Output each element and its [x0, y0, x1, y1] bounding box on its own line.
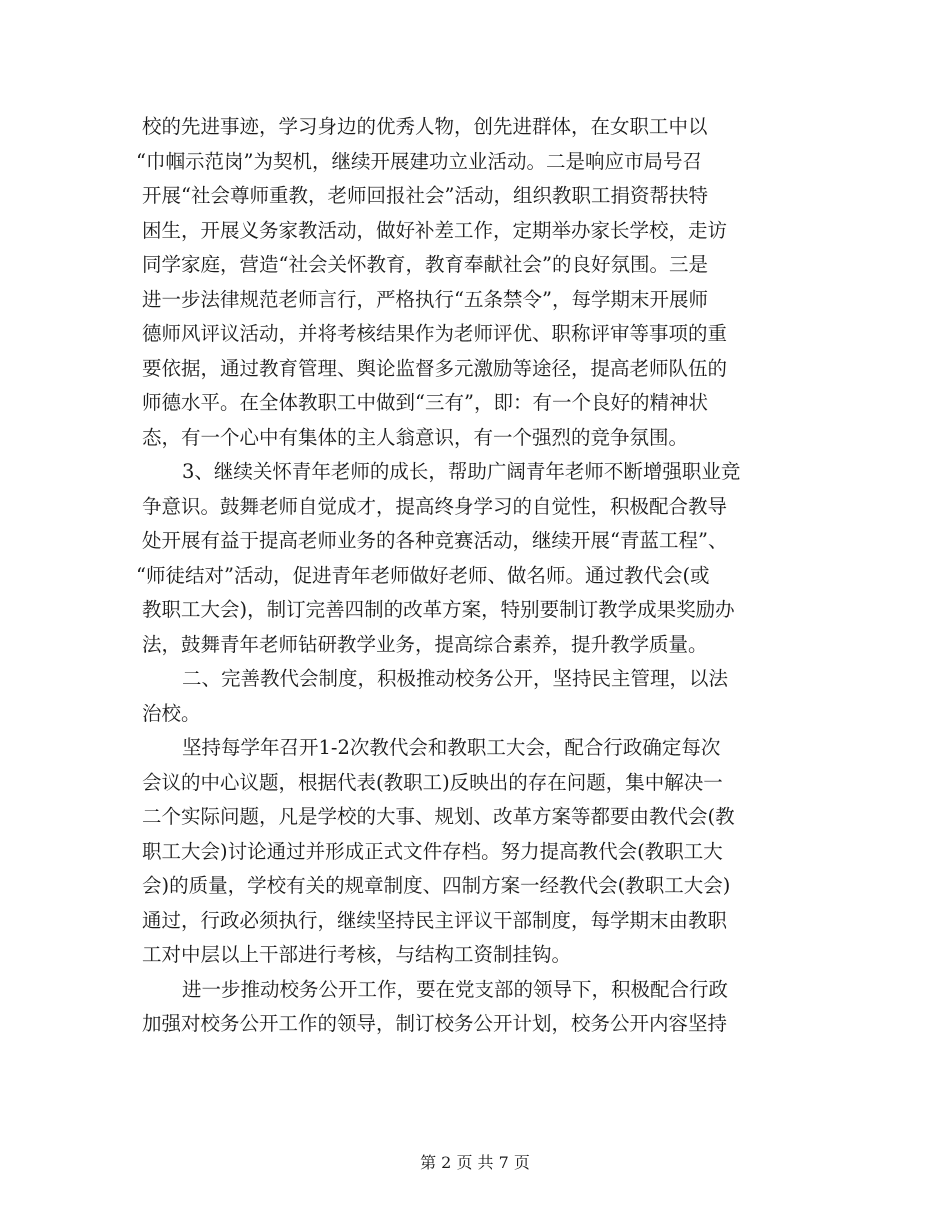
text-line: 师德水平。在全体教职工中做到“三有”，即：有一个良好的精神状 [142, 391, 708, 414]
paragraph-start-line: 坚持每学年召开1-2次教代会和教职工大会，配合行政确定每次 [182, 736, 721, 759]
text-line: 二个实际问题，凡是学校的大事、规划、改革方案等都要由教代会(教 [142, 805, 735, 828]
paragraph-start-line: 进一步推动校务公开工作，要在党支部的领导下，积极配合行政 [182, 977, 729, 1001]
text-line: 进一步法律规范老师言行，严格执行“五条禁令”，每学期末开展师 [142, 287, 708, 311]
text-line: 职工大会)讨论通过并形成正式文件存档。努力提高教代会(教职工大 [142, 839, 723, 863]
text-line: 工对中层以上干部进行考核，与结构工资制挂钩。 [142, 943, 572, 966]
text-line: 要依据，通过教育管理、舆论监督多元激励等途径，提高老师队伍的 [142, 356, 728, 380]
text-line: 争意识。鼓舞老师自觉成才，提高终身学习的自觉性，积极配合教导 [142, 494, 728, 518]
text-line: 德师风评议活动，并将考核结果作为老师评优、职称评审等事项的重 [142, 322, 728, 345]
text-line: 会)的质量，学校有关的规章制度、四制方案一经教代会(教职工大会) [142, 874, 731, 897]
text-line: 校的先进事迹，学习身边的优秀人物，创先进群体，在女职工中以 [142, 115, 708, 138]
page-number-footer: 第 2 页 共 7 页 [420, 1153, 530, 1172]
text-line: “师徒结对”活动，促进青年老师做好老师、做名师。通过教代会(或 [136, 563, 710, 587]
text-line: 教职工大会)，制订完善四制的改革方案，特别要制订教学成果奖励办 [142, 598, 735, 621]
section-heading-line: 治校。 [142, 701, 201, 725]
text-line: 会议的中心议题，根据代表(教职工)反映出的存在问题，集中解决一 [142, 770, 723, 794]
text-line: 开展“社会尊师重教，老师回报社会”活动，组织教职工捐资帮扶特 [142, 184, 708, 207]
text-line: 同学家庭，营造“社会关怀教育，教育奉献社会”的良好氛围。三是 [142, 253, 708, 276]
text-line: 态，有一个心中有集体的主人翁意识，有一个强烈的竞争氛围。 [142, 425, 689, 449]
section-heading-line: 二、完善教代会制度，积极推动校务公开，坚持民主管理，以法 [182, 667, 729, 690]
text-line: “巾帼示范岗”为契机，继续开展建功立业活动。二是响应市局号召 [136, 149, 702, 173]
text-line: 处开展有益于提高老师业务的各种竞赛活动，继续开展“青蓝工程”、 [142, 529, 728, 552]
text-line: 困生，开展义务家教活动，做好补差工作，定期举办家长学校，走访 [142, 218, 728, 242]
document-body [136, 110, 812, 1042]
text-line: 加强对校务公开工作的领导，制订校务公开计划，校务公开内容坚持 [142, 1012, 728, 1035]
text-line: 通过，行政必须执行，继续坚持民主评议干部制度，每学期末由教职 [142, 908, 728, 932]
text-line: 法，鼓舞青年老师钻研教学业务，提高综合素养，提升教学质量。 [142, 632, 708, 656]
paragraph-start-line: 3、继续关怀青年老师的成长，帮助广阔青年老师不断增强职业竞 [182, 460, 741, 483]
